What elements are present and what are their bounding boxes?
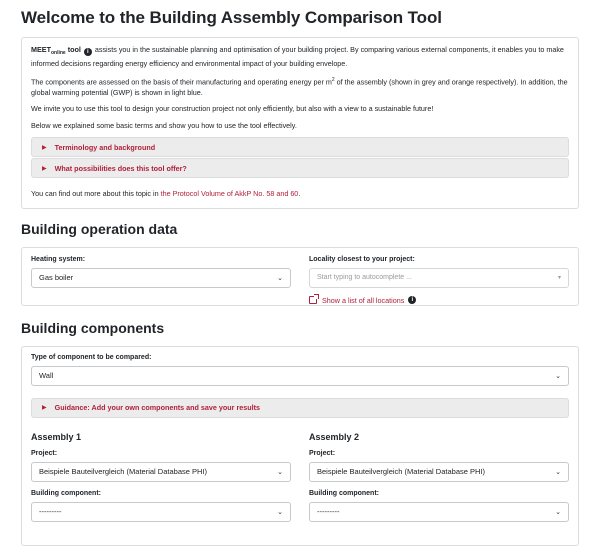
heating-system-value: Gas boiler (39, 273, 74, 283)
heating-system-select[interactable] (31, 268, 291, 288)
chevron-down-icon: ⌄ (277, 468, 283, 476)
heating-column (31, 256, 291, 297)
assembly-1-title: Assembly 1 (31, 431, 82, 442)
info-icon[interactable]: i (408, 296, 416, 304)
intro-paragraph-2: The components are assessed on the basis of their manufacturing and operating energy per $m^2$ of the assembly (shown in grey and orange respectively). In addition, the global warming potential (GWP) is shown in light blue. (31, 77, 568, 97)
assembly-1-project-value: Beispiele Bauteilvergleich (Material Database PHI) (39, 467, 207, 477)
caret-right-icon: ▶ (42, 405, 47, 412)
assembly-2-component-select[interactable] (309, 502, 569, 522)
show-locations-link[interactable]: Show a list of all locations i (309, 296, 569, 305)
caret-right-icon: ▶ (42, 165, 47, 172)
chevron-down-icon: ⌄ (555, 372, 561, 380)
assembly-2-project-select[interactable] (309, 462, 569, 482)
chevron-down-icon: ⌄ (277, 508, 283, 516)
component-type-label: Type of component to be compared: (31, 353, 152, 361)
caret-down-icon: ▾ (557, 275, 561, 282)
locality-column (309, 255, 569, 305)
intro-card (21, 37, 579, 209)
protocol-volume-link[interactable]: the Protocol Volume of AkkP No. 58 and 60 (160, 189, 299, 199)
locality-autocomplete-input[interactable] (309, 268, 569, 288)
caret-right-icon: ▶ (42, 144, 47, 151)
assembly-1-project-label: Project: (31, 449, 58, 457)
assembly-2-component-label: Building component: (309, 489, 379, 497)
components-heading: Building components (21, 319, 165, 336)
assembly-2 (309, 432, 569, 522)
external-link-icon (309, 296, 317, 304)
components-card (21, 346, 579, 546)
locality-placeholder: Start typing to autocomplete ... (317, 274, 412, 282)
meet-brand: $MEET_{online}$ tool (31, 45, 81, 56)
chevron-down-icon: ⌄ (277, 274, 283, 282)
assembly-1-component-value: --------- (39, 507, 62, 517)
assembly-1-project-select[interactable] (31, 462, 291, 482)
operation-heading: Building operation data (21, 220, 178, 237)
assembly-2-project-value: Beispiele Bauteilvergleich (Material Database PHI) (317, 467, 485, 477)
locality-label: Locality closest to your project: (309, 255, 415, 263)
intro-paragraph-1: $MEET_{online}$ tool i assists you in the sustainable planning and optimisation of your building project. By comparing various external components, it enables you to make informed decisions regarding energy efficiency and environmental impact of your building envelope. (31, 45, 564, 68)
assembly-2-component-value: --------- (317, 507, 340, 517)
intro-footer: You can find out more about this topic in the Protocol Volume of AkkP No. 58 and 60. (31, 189, 301, 199)
accordion-terminology[interactable]: ▶ Terminology and background (31, 137, 569, 157)
heating-label: Heating system: (31, 255, 86, 263)
accordion-possibilities[interactable]: ▶ What possibilities does this tool offer? (31, 158, 569, 178)
accordion-guidance[interactable]: ▶ Guidance: Add your own components and save your results (31, 398, 569, 418)
assembly-1 (31, 432, 291, 522)
intro-paragraph-4: Below we explained some basic terms and show you how to use the tool effectively. (31, 120, 297, 130)
info-icon[interactable]: i (84, 48, 92, 56)
assembly-1-component-label: Building component: (31, 489, 101, 497)
assembly-2-title: Assembly 2 (309, 431, 360, 442)
assembly-1-component-select[interactable] (31, 502, 291, 522)
assembly-2-project-label: Project: (309, 449, 336, 457)
component-type-value: Wall (39, 371, 54, 381)
assemblies (31, 432, 569, 522)
chevron-down-icon: ⌄ (555, 468, 561, 476)
page-title: Welcome to the Building Assembly Comparison Tool (21, 8, 442, 27)
operation-card (21, 247, 579, 306)
chevron-down-icon: ⌄ (555, 508, 561, 516)
component-type-select[interactable] (31, 366, 569, 386)
intro-accordions (31, 137, 569, 178)
intro-paragraph-3: We invite you to use this tool to design your construction project not only efficiently, but also with a view to a sustainable future! (31, 104, 434, 114)
